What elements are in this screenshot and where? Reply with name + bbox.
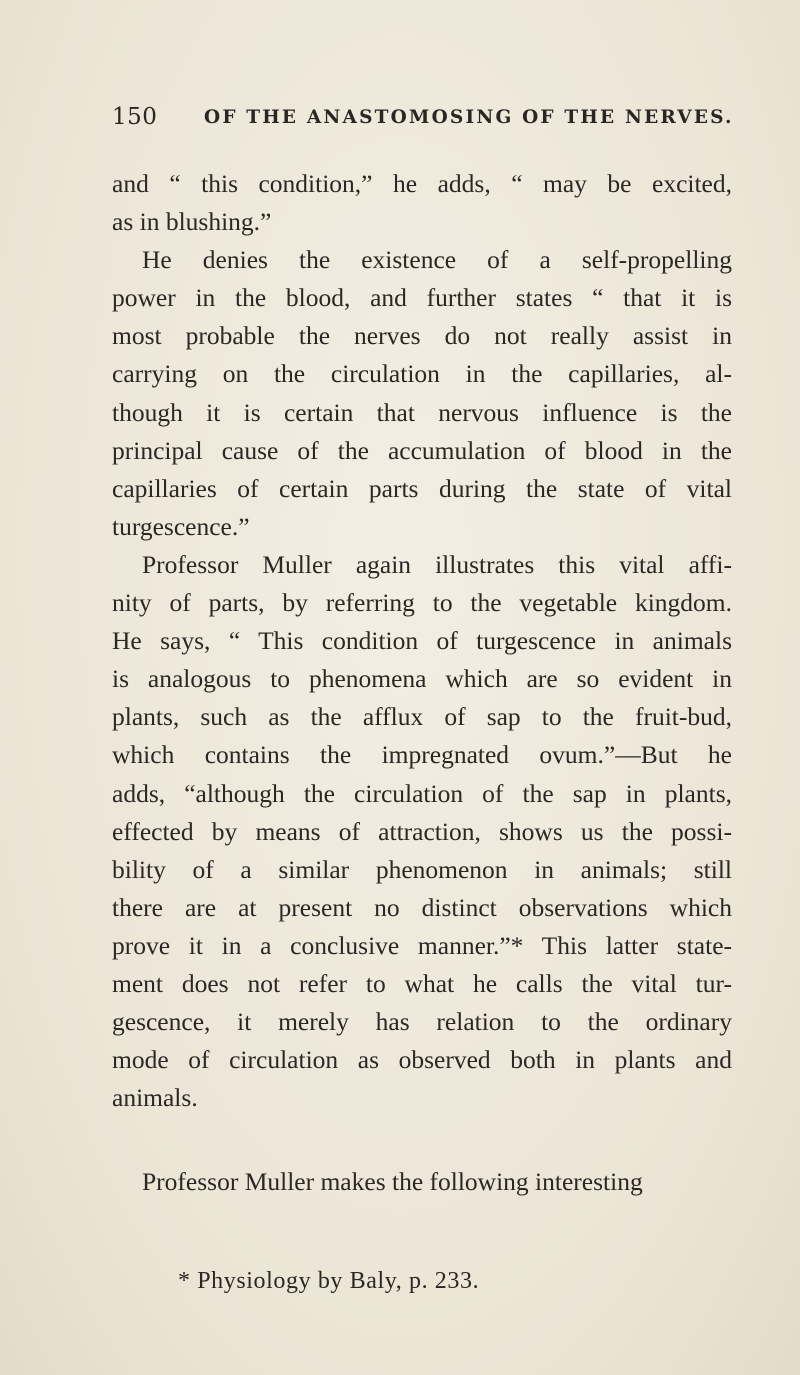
text-line: though it is certain that nervous influence is the [112, 397, 732, 427]
paragraph-start-line: He denies the existence of a self-propelling [142, 245, 732, 275]
paragraph-gap [112, 1117, 732, 1163]
footnote: * Physiology by Baly, p. 233. [178, 1268, 480, 1294]
text-line: and “ this condition,” he adds, “ may be excited, [112, 169, 732, 198]
paragraph-start-line: Professor Muller again illustrates this vital affi- [142, 549, 732, 579]
text-line: nity of parts, by referring to the vegetable kingdom. [112, 588, 732, 618]
text-line: as in blushing.” [112, 207, 272, 237]
paragraph-start-line: Professor Muller makes the following interesting [142, 1167, 643, 1197]
text-line: animals. [112, 1083, 198, 1113]
text-line: carrying on the circulation in the capillaries, al- [112, 359, 732, 389]
text-line: prove it in a conclusive manner.”* This latter state- [112, 930, 732, 960]
text-line: bility of a similar phenomenon in animals; still [112, 854, 732, 884]
text-line: capillaries of certain parts during the state of vital [112, 473, 732, 503]
text-line: there are at present no distinct observations which [112, 892, 732, 922]
body-text [112, 165, 732, 1201]
text-line: principal cause of the accumulation of blood in the [112, 435, 732, 465]
text-line: He says, “ This condition of turgescence in animals [112, 626, 732, 656]
running-title: OF THE ANASTOMOSING OF THE NERVES. [204, 107, 734, 128]
text-line: gescence, it merely has relation to the ordinary [112, 1007, 732, 1037]
text-line: which contains the impregnated ovum.”—But he [112, 740, 732, 770]
text-line: adds, “although the circulation of the sap in plants, [112, 778, 732, 808]
text-line: plants, such as the afflux of sap to the fruit-bud, [112, 702, 732, 732]
running-header [112, 104, 732, 140]
text-line: most probable the nerves do not really assist in [112, 321, 732, 351]
text-line: ment does not refer to what he calls the vital tur- [112, 968, 732, 998]
text-line: power in the blood, and further states “ that it is [112, 283, 732, 313]
text-line: mode of circulation as observed both in plants and [112, 1045, 732, 1075]
text-line: turgescence.” [112, 511, 250, 541]
text-line: effected by means of attraction, shows us the possi- [112, 816, 732, 846]
page-number: 150 [112, 104, 158, 130]
text-line: is analogous to phenomena which are so evident in [112, 664, 732, 694]
